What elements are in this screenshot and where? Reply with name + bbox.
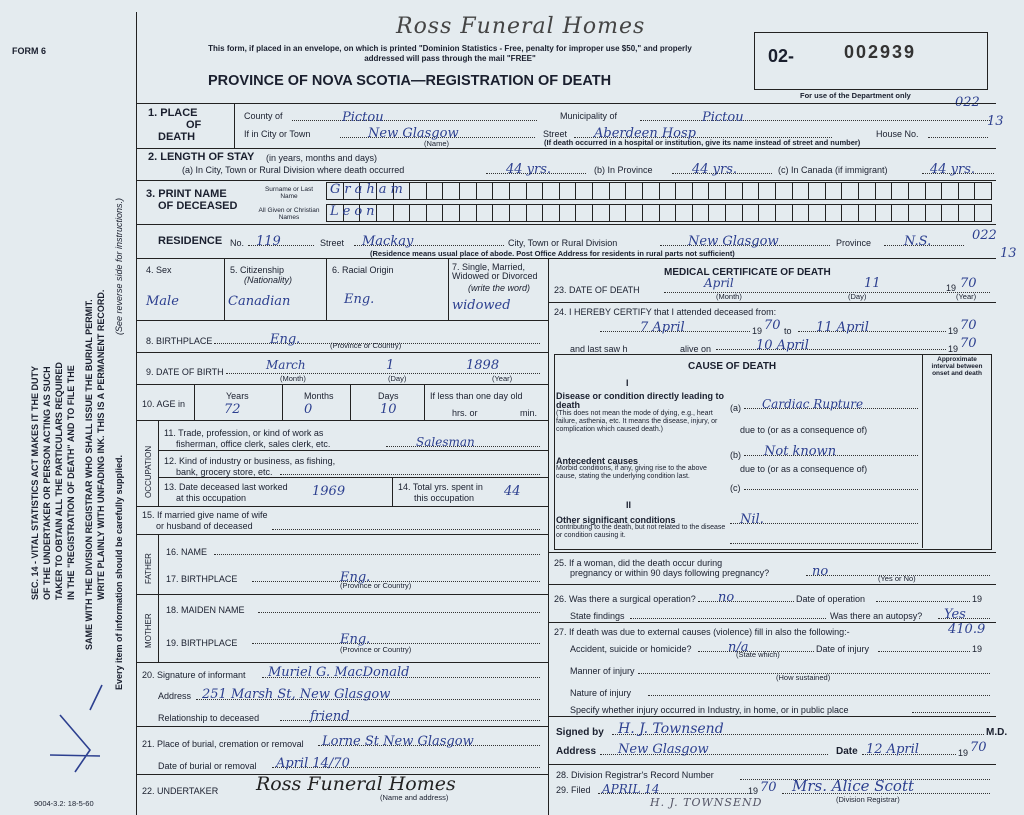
to-prefix: 19 (948, 326, 959, 336)
reg-prefix: 02- (768, 46, 795, 66)
residence-label: RESIDENCE (158, 235, 223, 247)
autopsy-label: Was there an autopsy? (830, 611, 923, 621)
dod-field[interactable] (664, 276, 990, 293)
street-field[interactable] (574, 124, 832, 141)
registrar-field[interactable] (782, 777, 990, 794)
state-findings-label: State findings (570, 611, 625, 621)
industry-label-2: bank, grocery store, etc. (176, 467, 273, 477)
marital-note: (write the word) (468, 283, 531, 293)
parent-rule (158, 534, 159, 662)
stay-label: 2. LENGTH OF STAY (148, 151, 255, 163)
burial-date-field[interactable] (272, 754, 540, 771)
birthplace-note: (Province or Country) (330, 341, 402, 350)
dod-month-note: (Month) (716, 292, 742, 301)
filed-label: 29. Filed (556, 785, 591, 795)
age-rule-4 (424, 384, 425, 420)
mother-birth-value: Eng. (340, 632, 371, 647)
autopsy-field[interactable] (938, 605, 990, 622)
total-years-label: 14. Total yrs. spent in (398, 482, 483, 492)
res-no-label: No. (230, 238, 245, 248)
lastseen-label: and last saw h (570, 344, 628, 354)
occ-rule-1 (158, 450, 548, 451)
side-line-6: WRITE PLAINLY WITH UNFADING INK. THIS IS A PERMANENT RECORD. (96, 289, 106, 600)
cause-a-value: Cardiac Rupture (762, 397, 864, 411)
spouse-label-2: or husband of deceased (156, 521, 253, 531)
injury-date-field[interactable] (878, 638, 970, 652)
dob-month-value: March (266, 358, 306, 372)
alive-label: alive on (680, 344, 712, 354)
manner-label: Manner of injury (570, 666, 635, 676)
mother-side: MOTHER (144, 613, 153, 648)
accident-label: Accident, suicide or homicide? (570, 644, 692, 654)
med-rule-5 (548, 716, 996, 717)
filed-value: APRIL 14 (602, 782, 660, 796)
side-line-3: TAKER TO OBTAIN ALL THE PARTICULARS REQUIRED (54, 362, 64, 600)
place-label-2: OF (186, 119, 202, 131)
rule-9 (136, 506, 548, 507)
less-day-label: If less than one day old (430, 391, 523, 401)
injury-year-prefix: 19 (972, 644, 983, 654)
rule-11 (136, 594, 548, 595)
dept-code-3: 022 (972, 228, 997, 243)
from-value: 7 April (640, 320, 685, 335)
father-side: FATHER (144, 553, 153, 584)
spouse-label: 15. If married give name of wife (142, 510, 268, 520)
given-label: All Given or Christian Names (258, 207, 320, 221)
lastseen-value: 10 April (756, 338, 809, 353)
dod-label: 23. DATE OF DEATH (554, 285, 640, 295)
stay-a-value: 44 yrs. (506, 162, 552, 177)
form-title: PROVINCE OF NOVA SCOTIA—REGISTRATION OF DEATH (208, 73, 612, 89)
rule-8 (136, 420, 548, 421)
house-label: House No. (876, 129, 919, 139)
state-which-note: (State which) (736, 650, 780, 659)
trade-label: 11. Trade, profession, or kind of work as (164, 428, 324, 438)
father-name-label: 16. NAME (166, 547, 208, 557)
roman-1: I (626, 378, 629, 388)
county-label: County of (244, 111, 283, 121)
total-years-label-2: this occupation (414, 493, 475, 503)
years-label: Years (226, 391, 249, 401)
father-name-field[interactable] (214, 541, 540, 555)
mail-notice: This form, if placed in an envelope, on which is printed "Dominion Statistics - Free, penalty for improper use $50," and properly addressed will pass through the mail "FREE" (208, 44, 692, 63)
state-findings-field[interactable] (630, 605, 826, 619)
birthplace-value: Eng. (270, 332, 301, 347)
due-to-a-label: due to (or as a consequence of) (740, 425, 868, 435)
mother-birth-field[interactable] (252, 630, 540, 647)
total-years-value: 44 (504, 484, 521, 499)
mother-birth-label: 19. BIRTHPLACE (166, 638, 238, 648)
age-rule-1 (194, 384, 195, 420)
doctor-date-prefix: 19 (958, 748, 969, 758)
res-province-label: Province (836, 238, 872, 248)
trade-value: Salesman (416, 435, 475, 449)
age-rule-2 (282, 384, 283, 420)
manner-field[interactable] (638, 660, 990, 674)
municipality-value: Pictou (702, 110, 744, 125)
interval-rule (922, 354, 923, 548)
q25-value: no (812, 564, 829, 579)
q27-label: 27. If death was due to external causes (violence) fill in also the following:- (554, 627, 850, 637)
res-street-field[interactable] (354, 232, 504, 249)
rule-2 (136, 180, 996, 181)
stay-b-field[interactable] (672, 160, 772, 177)
address-label: Address (556, 746, 597, 757)
rule-6 (136, 352, 548, 353)
rule-13 (136, 726, 548, 727)
res-no-field[interactable] (248, 232, 314, 249)
relationship-label: Relationship to deceased (158, 713, 260, 723)
maiden-label: 18. MAIDEN NAME (166, 605, 245, 615)
roman-2: II (626, 500, 632, 510)
last-worked-value: 1969 (312, 484, 346, 499)
surname-label: Surname or Last Name (264, 186, 314, 200)
dept-code-2: 13 (987, 114, 1004, 129)
stay-c-field[interactable] (922, 160, 994, 177)
side-line-4: IN THE "REGISTRATION OF DEATH" AND TO FILE THE (66, 365, 76, 600)
res-city-value: New Glasgow (688, 234, 779, 249)
interval-label: Approximate interval between onset and death (931, 356, 983, 377)
res-province-value: N.S. (904, 234, 932, 249)
accident-value: n/a (728, 640, 749, 655)
med-rule-4 (548, 622, 996, 623)
filed-field[interactable] (598, 780, 748, 794)
res-province-field[interactable] (884, 232, 964, 249)
other-value: Nil. (740, 512, 764, 527)
filed-year: 70 (760, 780, 777, 795)
informant-field[interactable] (262, 663, 540, 678)
yes-no-note: (Yes or No) (878, 574, 916, 583)
dept-code-1: 022 (955, 95, 980, 110)
to-value: 11 April (816, 320, 869, 335)
dob-month-note: (Month) (280, 374, 306, 383)
registrar-value: Mrs. Alice Scott (792, 777, 914, 795)
dept-use-note: For use of the Department only (800, 91, 911, 100)
racial-label: 6. Racial Origin (332, 265, 394, 275)
other-field-2[interactable] (730, 530, 918, 544)
registrar-note: (Division Registrar) (836, 795, 900, 804)
rule-3 (136, 224, 996, 225)
cause-c-label: (c) (730, 483, 741, 493)
stay-a-field[interactable] (486, 160, 586, 177)
q25-label: 25. If a woman, did the death occur during (554, 558, 723, 568)
cause-a-label: (a) (730, 403, 741, 413)
inf-address-value: 251 Marsh St, New Glasgow (202, 687, 391, 702)
burial-date-value: April 14/70 (276, 756, 350, 771)
mother-birth-note: (Province or Country) (340, 645, 412, 654)
marital-label: 7. Single, Married, Widowed or Divorced (452, 262, 538, 281)
specify-field[interactable] (912, 699, 990, 713)
rule-7 (136, 384, 548, 385)
dod-year-note: (Year) (956, 292, 977, 301)
cause-b-field[interactable] (744, 442, 918, 459)
street-value: Aberdeen Hosp (594, 126, 696, 141)
trade-label-2: fisherman, office clerk, sales clerk, etc. (176, 439, 331, 449)
spouse-field[interactable] (272, 516, 540, 530)
res-city-label: City, Town or Rural Division (508, 238, 618, 248)
municipality-field[interactable] (640, 108, 990, 125)
rule-4a (224, 258, 225, 320)
doctor-date-field[interactable] (862, 740, 956, 755)
given-name-boxes[interactable] (326, 204, 992, 222)
occupation-side: OCCUPATION (144, 445, 153, 498)
res-street-label: Street (320, 238, 345, 248)
cause-a-field[interactable] (744, 395, 918, 409)
cause-c-field[interactable] (744, 476, 918, 490)
age-label: 10. AGE in (142, 399, 186, 409)
q25-label-2: pregnancy or within 90 days following pregnancy? (570, 568, 770, 578)
city-label: If in City or Town (244, 129, 311, 139)
record-number-label: 28. Division Registrar's Record Number (556, 770, 714, 780)
rule-4c (448, 258, 449, 320)
stay-b-label: (b) In Province (594, 165, 653, 175)
print-code: 9004-3.2: 18-5-60 (34, 799, 94, 808)
months-label: Months (304, 391, 334, 401)
op-date-label: Date of operation (796, 594, 866, 604)
dod-day-note: (Day) (848, 292, 867, 301)
trade-field[interactable] (386, 433, 540, 447)
burial-place-value: Lorne St New Glasgow (322, 734, 474, 749)
icd-code-value: 410.9 (948, 622, 986, 637)
age-rule-3 (350, 384, 351, 420)
hrs-label: hrs. or (452, 408, 478, 418)
father-birth-note: (Province or Country) (340, 581, 412, 590)
inf-address-label: Address (158, 691, 192, 701)
months-value: 0 (304, 402, 313, 417)
left-rule (136, 12, 137, 815)
from-prefix: 19 (752, 326, 763, 336)
doctor-address-field[interactable] (600, 740, 828, 755)
rule-5 (136, 320, 548, 321)
city-value: New Glasgow (368, 126, 459, 141)
med-rule-1 (548, 302, 996, 303)
to-field[interactable] (798, 318, 946, 335)
residence-note: (Residence means usual place of abode. Post Office Address for residents in rural parts not sufficient) (370, 249, 735, 258)
burial-place-field[interactable] (318, 732, 540, 749)
cause-b-label: (b) (730, 450, 741, 460)
lastseen-year: 70 (960, 336, 977, 351)
med-rule-2 (548, 552, 996, 553)
burial-place-label: 21. Place of burial, cremation or removal (142, 739, 304, 749)
given-value: Leon (330, 204, 379, 219)
q26-field[interactable] (698, 588, 794, 605)
municipality-label: Municipality of (560, 111, 618, 121)
street-label: Street (543, 129, 568, 139)
date-label: Date (836, 746, 858, 757)
last-worked-label: 13. Date deceased last worked (164, 482, 288, 492)
rule-10 (136, 534, 548, 535)
stay-c-label: (c) In Canada (if immigrant) (778, 165, 888, 175)
q26-value: no (718, 590, 735, 605)
signed-label: Signed by (556, 727, 604, 738)
dob-year-note: (Year) (492, 374, 513, 383)
dob-year-value: 1898 (466, 358, 500, 373)
op-date-field[interactable] (876, 588, 970, 602)
birthplace-label: 8. BIRTHPLACE (146, 336, 213, 346)
specify-label: Specify whether injury occurred in Industry, in home, or in public place (570, 705, 849, 715)
relationship-value: friend (310, 709, 350, 724)
min-label: min. (520, 408, 538, 418)
marital-value: widowed (452, 298, 511, 313)
med-rule-6 (548, 764, 996, 765)
how-note: (How sustained) (776, 673, 831, 682)
place-rule (234, 104, 235, 148)
stay-label-note: (in years, months and days) (266, 153, 378, 163)
dod-year-prefix: 19 (946, 283, 957, 293)
name-label-2: OF DECEASED (158, 200, 238, 212)
rule-4 (136, 258, 996, 259)
undertaker-note: (Name and address) (380, 793, 449, 802)
inf-address-field[interactable] (196, 685, 540, 700)
sex-label: 4. Sex (146, 265, 172, 275)
stay-c-value: 44 yrs. (930, 162, 976, 177)
undertaker-label: 22. UNDERTAKER (142, 786, 219, 796)
funeral-home-stamp: Ross Funeral Homes (396, 14, 646, 39)
dob-label: 9. DATE OF BIRTH (146, 367, 224, 377)
sex-value: Male (146, 294, 179, 309)
dod-month-value: April (704, 276, 734, 290)
occ-rule-2 (158, 477, 548, 478)
rule-4b (326, 258, 327, 320)
signed-field[interactable] (612, 720, 984, 735)
days-label: Days (378, 391, 399, 401)
side-line-1: SEC. 14 - VITAL STATISTICS ACT MAKES IT THE DUTY (30, 365, 40, 600)
citizenship-label: 5. Citizenship (230, 265, 285, 275)
side-line-2: OF THE UNDERTAKER OR PERSON ACTING AS SUCH (42, 366, 52, 600)
place-label-3: DEATH (158, 131, 196, 143)
dob-day-note: (Day) (388, 374, 407, 383)
city-field[interactable] (340, 124, 535, 141)
city-name-note: (Name) (424, 139, 450, 148)
relationship-field[interactable] (280, 707, 540, 724)
name-label-1: 3. PRINT NAME (146, 188, 227, 200)
lastseen-prefix: 19 (948, 344, 959, 354)
disease-note: (This does not mean the mode of dying, e.g., heart failure, asthenia, etc. It means the disease, injury, or complication which caused death.) (556, 410, 718, 433)
injury-date-label: Date of injury (816, 644, 870, 654)
filed-prefix: 19 (748, 786, 759, 796)
res-city-field[interactable] (660, 232, 830, 249)
father-birth-value: Eng. (340, 570, 371, 585)
dob-field[interactable] (226, 360, 540, 374)
dod-year-value: 70 (960, 276, 977, 291)
form-number: FORM 6 (12, 46, 47, 56)
days-value: 10 (380, 402, 397, 417)
surname-boxes[interactable] (326, 182, 992, 200)
to-year: 70 (960, 318, 977, 333)
undertaker-stamp: Ross Funeral Homes (256, 773, 456, 795)
racial-value: Eng. (344, 292, 375, 307)
nature-label: Nature of injury (570, 688, 632, 698)
citizenship-value: Canadian (228, 294, 291, 309)
cause-b-value: Not known (764, 444, 837, 459)
disease-label: Disease or condition directly leading to death (556, 391, 725, 410)
antecedent-note: Morbid conditions, if any, giving rise to the above cause, stating the underlying condition last. (556, 465, 707, 480)
place-label-1: 1. PLACE (148, 107, 198, 119)
industry-label: 12. Kind of industry or business, as fishing, (164, 456, 336, 466)
dod-day-value: 11 (864, 276, 881, 291)
county-value: Pictou (342, 110, 384, 125)
years-value: 72 (224, 402, 241, 417)
to-label: to (784, 326, 792, 336)
header-rule (136, 103, 996, 104)
due-to-b-label: due to (or as a consequence of) (740, 464, 868, 474)
rule-1 (136, 148, 996, 149)
doctor-date-value: 12 April (866, 742, 919, 757)
doctor-name-stamp: H. J. TOWNSEND (650, 796, 763, 809)
from-year: 70 (764, 318, 781, 333)
doctor-date-year: 70 (970, 740, 987, 755)
side-line-5: SAME WITH THE DIVISION REGISTRAR WHO SHALL ISSUE THE BURIAL PERMIT. (84, 299, 94, 650)
last-worked-label-2: at this occupation (176, 493, 247, 503)
informant-value: Muriel G. MacDonald (268, 665, 410, 680)
med-rule-3 (548, 584, 996, 585)
center-rule (548, 258, 549, 815)
q26-label: 26. Was there a surgical operation? (554, 594, 696, 604)
industry-field[interactable] (280, 461, 540, 475)
lastseen-field[interactable] (716, 336, 946, 353)
handwritten-mark (30, 680, 120, 780)
md-label: M.D. (986, 727, 1008, 738)
side-note: Every item of information should be carefully supplied. (114, 454, 124, 690)
house-field[interactable] (928, 124, 988, 138)
stay-b-value: 44 yrs. (692, 162, 738, 177)
res-street-value: Mackay (362, 234, 414, 249)
dob-day-value: 1 (386, 358, 395, 373)
reg-number: 002939 (844, 42, 917, 62)
other-field[interactable] (730, 510, 918, 527)
signed-value: H. J. Townsend (618, 721, 724, 737)
citizenship-note: (Nationality) (244, 275, 293, 285)
county-field[interactable] (292, 108, 537, 125)
from-field[interactable] (600, 318, 750, 335)
father-birth-field[interactable] (252, 568, 540, 585)
antecedent-label: Antecedent causes (556, 456, 639, 466)
doctor-address-value: New Glasgow (618, 742, 709, 757)
op-year-prefix: 19 (972, 594, 983, 604)
burial-date-label: Date of burial or removal (158, 761, 257, 771)
nature-field[interactable] (648, 682, 990, 696)
hospital-note: (If death occurred in a hospital or institution, give its name instead of street and number) (544, 138, 861, 147)
autopsy-value: Yes (944, 607, 966, 622)
maiden-field[interactable] (258, 599, 540, 613)
occ-rule (158, 420, 159, 506)
medical-title: MEDICAL CERTIFICATE OF DEATH (664, 267, 831, 278)
cause-title: CAUSE OF DEATH (688, 361, 777, 372)
other-note: contributing to the death, but not related to the disease or condition causing it. (556, 524, 726, 539)
certify-label: 24. I HEREBY CERTIFY that I attended deceased from: (554, 307, 777, 317)
stay-a-label: (a) In City, Town or Rural Division where death occurred (182, 165, 405, 175)
dept-code-4: 13 (1000, 246, 1017, 261)
other-label: Other significant conditions (556, 515, 676, 525)
occ-rule-3 (392, 477, 393, 506)
informant-label: 20. Signature of informant (142, 670, 246, 680)
side-note-2: (See reverse side for instructions.) (114, 197, 124, 335)
res-no-value: 119 (256, 234, 281, 249)
father-birth-label: 17. BIRTHPLACE (166, 574, 238, 584)
surname-value: Graham (330, 182, 407, 197)
